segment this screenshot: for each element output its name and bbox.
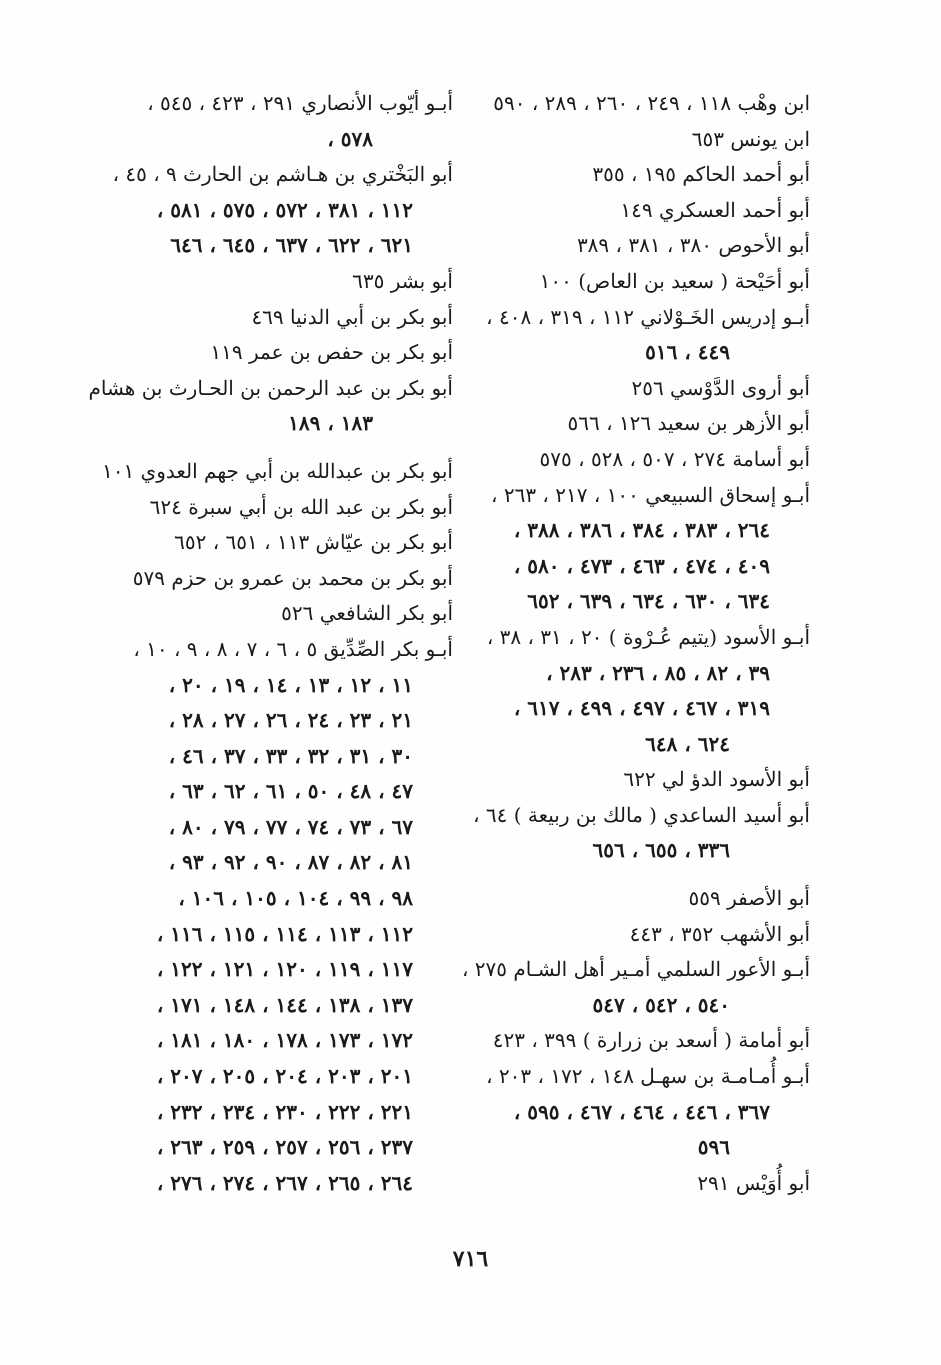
index-entry: أبو الأزهر بن سعيد ١٢٦ ، ٥٦٦ [567, 411, 810, 436]
index-entry-continuation: ٥٧٨ ، [327, 126, 373, 151]
index-entry-continuation: ٢٦٤ ، ٢٦٥ ، ٢٦٧ ، ٢٧٤ ، ٢٧٦ ، [156, 1170, 413, 1195]
index-entry: أبو أحَيْحة ( سعيد بن العاص) ١٠٠ [539, 268, 810, 293]
index-entry: أبـو أُمـامـة بن سهـل ١٤٨ ، ١٧٢ ، ٢٠٣ ، [486, 1064, 810, 1089]
index-entry-continuation: ١٨٣ ، ١٨٩ [288, 411, 373, 436]
index-entry-continuation: ١١٧ ، ١١٩ ، ١٢٠ ، ١٢١ ، ١٢٢ ، [156, 957, 413, 982]
index-entry-continuation: ٦٢١ ، ٦٢٢ ، ٦٣٧ ، ٦٤٥ ، ٦٤٦ [170, 233, 413, 258]
index-entry-continuation: ٢٦٤ ، ٣٨٣ ، ٣٨٤ ، ٣٨٦ ، ٣٨٨ ، [513, 518, 770, 543]
index-entry-continuation: ٤٠٩ ، ٤٧٤ ، ٤٦٣ ، ٤٧٣ ، ٥٨٠ ، [513, 553, 770, 578]
index-entry-continuation: ٤٧ ، ٤٨ ، ٥٠ ، ٦١ ، ٦٢ ، ٦٣ ، [168, 779, 413, 804]
index-entry-continuation: ٦٢٤ ، ٦٤٨ [645, 731, 730, 756]
index-entry-continuation: ١١٢ ، ٣٨١ ، ٥٧٢ ، ٥٧٥ ، ٥٨١ ، [156, 197, 413, 222]
index-entry-continuation: ٨١ ، ٨٢ ، ٨٧ ، ٩٠ ، ٩٢ ، ٩٣ ، [168, 850, 413, 875]
index-entry-continuation: ٣٦٧ ، ٤٤٦ ، ٤٦٤ ، ٤٦٧ ، ٥٩٥ ، [513, 1099, 770, 1124]
index-entry: أبو بكر بن عبد الله بن أبي سبرة ٦٢٤ [149, 494, 453, 519]
index-entry: أبـو الأسود (يتيم عُـرْوة ) ٢٠ ، ٣١ ، ٣٨ ، [486, 624, 810, 649]
index-entry: أبو أروى الدَّوْسي ٢٥٦ [631, 375, 810, 400]
index-entry: أبو أمامة ( أسعد بن زرارة ) ٣٩٩ ، ٤٢٣ [492, 1028, 810, 1053]
index-entry: أبو الأسود الدؤ لي ٦٢٢ [623, 767, 810, 792]
index-entry: أبو أسامة ٢٧٤ ، ٥٠٧ ، ٥٢٨ ، ٥٧٥ [539, 446, 810, 471]
index-entry-continuation: ١٣٧ ، ١٣٨ ، ١٤٤ ، ١٤٨ ، ١٧١ ، [156, 992, 413, 1017]
index-entry: أبو بكر بن حفص بن عمر ١١٩ [210, 340, 453, 365]
index-entry-continuation: ٣٠ ، ٣١ ، ٣٢ ، ٣٣ ، ٣٧ ، ٤٦ ، [168, 743, 413, 768]
index-entry-continuation: ٢١ ، ٢٣ ، ٢٤ ، ٢٦ ، ٢٧ ، ٢٨ ، [168, 708, 413, 733]
index-entry: أبو أحمد الحاكم ١٩٥ ، ٣٥٥ [592, 162, 810, 187]
index-entry: أبو بكر بن محمد بن عمرو بن حزم ٥٧٩ [132, 565, 453, 590]
index-entry-continuation: ١١٢ ، ١١٣ ، ١١٤ ، ١١٥ ، ١١٦ ، [156, 921, 413, 946]
index-entry-continuation: ٣١٩ ، ٤٦٧ ، ٤٩٧ ، ٤٩٩ ، ٦١٧ ، [513, 696, 770, 721]
index-entry-continuation: ١١ ، ١٢ ، ١٣ ، ١٤ ، ١٩ ، ٢٠ ، [168, 672, 413, 697]
index-entry: ابن يونس ٦٥٣ [691, 126, 810, 151]
index-entry: أبـو إسحاق السبيعي ١٠٠ ، ٢١٧ ، ٢٦٣ ، [491, 482, 810, 507]
index-entry: أبو بكر بن أبي الدنيا ٤٦٩ [251, 304, 453, 329]
index-entry: أبو أسيد الساعدي ( مالك بن ربيعة ) ٦٤ ، [473, 802, 810, 827]
index-entry-continuation: ٤٤٩ ، ٥١٦ [645, 340, 730, 365]
index-entry: ابن وهْب ١١٨ ، ٢٤٩ ، ٢٦٠ ، ٢٨٩ ، ٥٩٠ [493, 91, 810, 115]
index-entry: أبو الأصفر ٥٥٩ [688, 886, 810, 911]
index-entry-continuation: ٥٩٦ [697, 1135, 730, 1160]
index-entry-continuation: ٢٠١ ، ٢٠٣ ، ٢٠٤ ، ٢٠٥ ، ٢٠٧ ، [156, 1064, 413, 1089]
index-entry-continuation: ١٧٢ ، ١٧٣ ، ١٧٨ ، ١٨٠ ، ١٨١ ، [156, 1028, 413, 1053]
index-entry: أبو الأشهب ٣٥٢ ، ٤٤٣ [629, 921, 810, 946]
index-entry: أبو البَخْتري بن هـاشم بن الحارث ٩ ، ٤٥ ، [112, 162, 453, 187]
index-entry-continuation: ٢٢١ ، ٢٢٢ ، ٢٣٠ ، ٢٣٤ ، ٢٣٢ ، [156, 1099, 413, 1124]
index-entry-continuation: ٣٩ ، ٨٢ ، ٨٥ ، ٢٣٦ ، ٢٨٣ ، [546, 660, 770, 685]
index-entry-continuation: ٦٧ ، ٧٣ ، ٧٤ ، ٧٧ ، ٧٩ ، ٨٠ ، [168, 814, 413, 839]
index-entry: أبـو إدريس الخَـوْلاني ١١٢ ، ٣١٩ ، ٤٠٨ ، [486, 304, 810, 329]
index-entry: أبو بشر ٦٣٥ [352, 268, 453, 293]
index-column-right [461, 86, 810, 1201]
index-entry: أبـو أيّوب الأنصاري ٢٩١ ، ٤٢٣ ، ٥٤٥ ، [147, 91, 453, 115]
index-entry-continuation: ٣٣٦ ، ٦٥٥ ، ٦٥٦ [592, 838, 730, 863]
index-entry: أبـو الأعور السلمي أمـير أهل الشـام ٢٧٥ ، [461, 957, 810, 982]
index-column-left [88, 86, 453, 1201]
index-entry-continuation: ٢٣٧ ، ٢٥٦ ، ٢٥٧ ، ٢٥٩ ، ٢٦٣ ، [156, 1135, 413, 1160]
page-number: ٧١٦ [452, 1246, 489, 1272]
index-entry: أبو بكر الشافعي ٥٢٦ [281, 601, 453, 626]
index-entry: أبو بكر بن عيّاش ١١٣ ، ٦٥١ ، ٦٥٢ [174, 530, 453, 555]
index-entry: أبو بكر بن عبدالله بن أبي جهم العدوي ١٠١ [101, 458, 453, 483]
index-entry: أبو أُوَيْس ٢٩١ [697, 1170, 810, 1195]
index-entry: أبـو بكر الصِّدِّيق ٥ ، ٦ ، ٧ ، ٨ ، ٩ ، ١٠ ، [133, 636, 453, 661]
index-entry-continuation: ٩٨ ، ٩٩ ، ١٠٤ ، ١٠٥ ، ١٠٦ ، [178, 886, 413, 911]
index-entry-continuation: ٥٤٠ ، ٥٤٢ ، ٥٤٧ [592, 992, 730, 1017]
index-entry: أبو أحمد العسكري ١٤٩ [620, 197, 810, 222]
index-entry: أبو الأحوص ٣٨٠ ، ٣٨١ ، ٣٨٩ [576, 233, 810, 258]
index-entry: أبو بكر بن عبد الرحمن بن الحـارث بن هشام [88, 375, 453, 400]
index-entry-continuation: ٦٣٤ ، ٦٣٠ ، ٦٣٤ ، ٦٣٩ ، ٦٥٢ [527, 589, 770, 614]
